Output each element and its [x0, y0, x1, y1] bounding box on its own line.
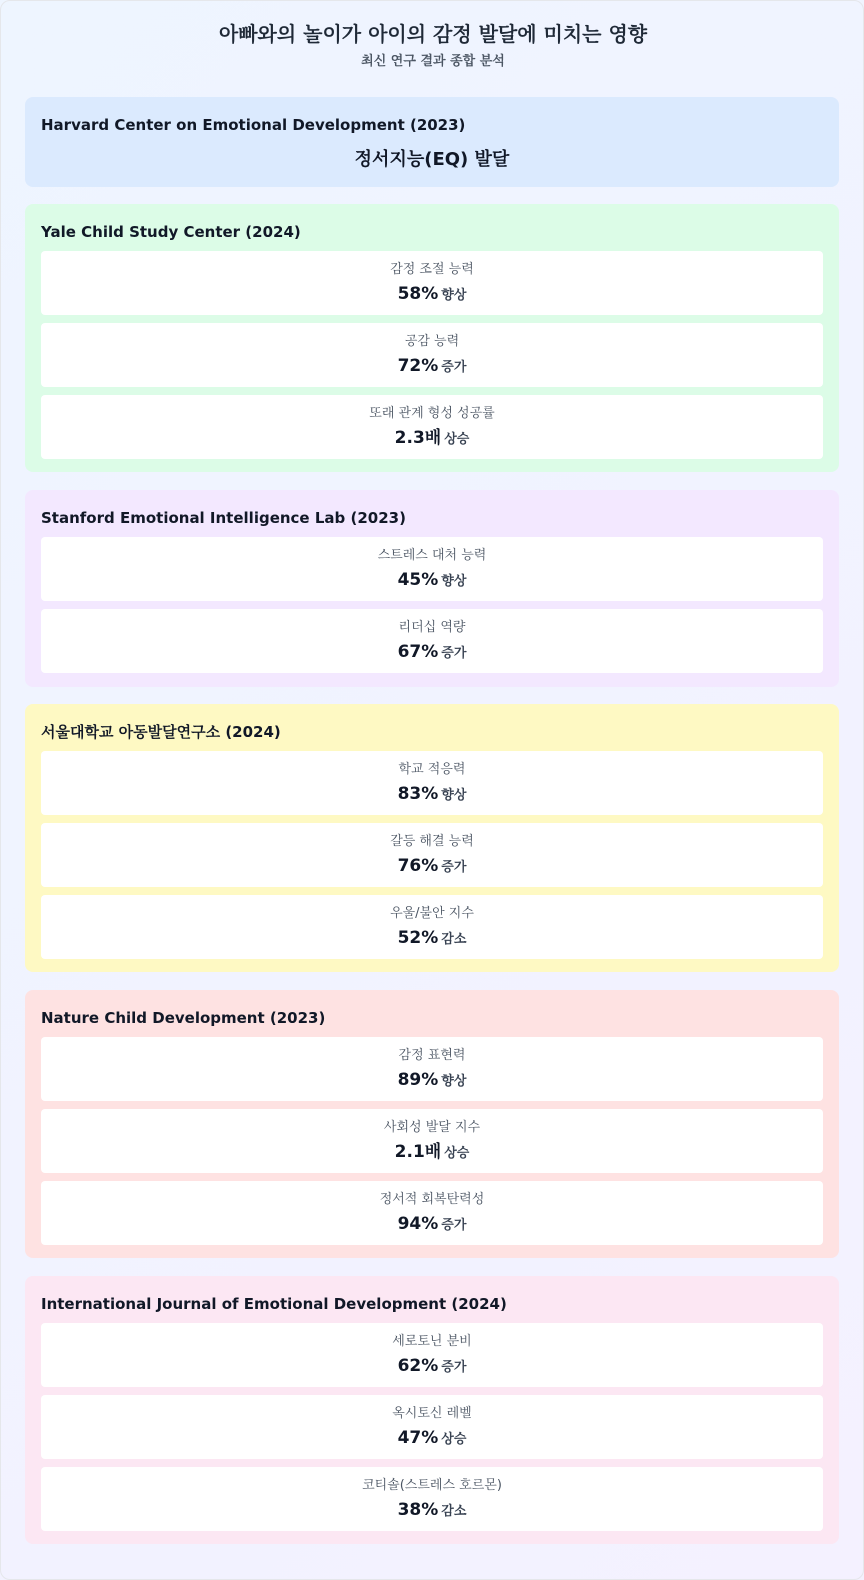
yale-stat-item: [41, 395, 823, 459]
ijed-stat-item: [41, 1467, 823, 1531]
stat-label: 리더십 역량: [398, 620, 466, 635]
nature-stat-item: [41, 1181, 823, 1245]
stanford-card: [25, 490, 839, 687]
seoul-stat-item: [41, 751, 823, 815]
stat-unit: 감소: [441, 1504, 467, 1519]
stat-value: 62%: [397, 1356, 439, 1376]
ijed-card: [25, 1276, 839, 1544]
stat-value: 2.3배: [394, 428, 442, 448]
stat-unit: 향상: [441, 788, 467, 803]
seoul-card: [25, 704, 839, 972]
stat-value: 38%: [397, 1500, 439, 1520]
yale-stat-item: [41, 323, 823, 387]
yale-card: [25, 204, 839, 472]
stat-value: 89%: [397, 1070, 439, 1090]
stat-value: 45%: [397, 570, 439, 590]
stat-unit: 상승: [444, 432, 470, 447]
seoul-card-title: 서울대학교 아동발달연구소 (2024): [41, 723, 281, 741]
yale-stat-item: [41, 251, 823, 315]
ijed-stat-item: [41, 1323, 823, 1387]
page-title: 아빠와의 놀이가 아이의 감정 발달에 미치는 영향: [218, 22, 648, 46]
harvard-main-finding: 정서지능(EQ) 발달: [354, 149, 510, 170]
stat-unit: 상승: [441, 1432, 467, 1447]
stat-unit: 상승: [444, 1146, 470, 1161]
stat-value: 67%: [397, 642, 439, 662]
stat-value: 2.1배: [394, 1142, 442, 1162]
stanford-stat-item: [41, 537, 823, 601]
stat-label: 정서적 회복탄력성: [379, 1192, 485, 1207]
nature-card-title: Nature Child Development (2023): [41, 1009, 326, 1027]
stanford-card-title: Stanford Emotional Intelligence Lab (2023): [41, 509, 406, 527]
stat-label: 우울/불안 지수: [390, 906, 474, 921]
harvard-card: [25, 97, 839, 187]
seoul-stat-item: [41, 895, 823, 959]
stat-label: 세로토닌 분비: [392, 1334, 472, 1349]
stat-value: 58%: [397, 284, 439, 304]
seoul-stat-item: [41, 823, 823, 887]
header: [1, 19, 864, 71]
stat-label: 또래 관계 형성 성공률: [369, 406, 495, 421]
stat-value: 83%: [397, 784, 439, 804]
stat-unit: 감소: [441, 932, 467, 947]
stat-label: 스트레스 대처 능력: [377, 548, 487, 563]
ijed-stat-item: [41, 1395, 823, 1459]
stat-value: 52%: [397, 928, 439, 948]
harvard-card-title: Harvard Center on Emotional Development (2023): [41, 116, 466, 134]
stat-value: 72%: [397, 356, 439, 376]
page-subtitle: 최신 연구 결과 종합 분석: [361, 54, 505, 69]
stat-label: 코티솔(스트레스 호르몬): [362, 1478, 502, 1493]
stat-unit: 증가: [441, 860, 467, 875]
stat-unit: 향상: [441, 288, 467, 303]
stanford-stat-item: [41, 609, 823, 673]
stat-label: 공감 능력: [404, 334, 460, 349]
stat-unit: 증가: [441, 360, 467, 375]
stat-value: 76%: [397, 856, 439, 876]
stat-label: 옥시토신 레벨: [392, 1406, 472, 1421]
yale-card-title: Yale Child Study Center (2024): [41, 223, 301, 241]
nature-stat-item: [41, 1109, 823, 1173]
stat-unit: 증가: [441, 1360, 467, 1375]
stat-label: 학교 적응력: [398, 762, 466, 777]
stat-label: 감정 표현력: [398, 1048, 466, 1063]
nature-card: [25, 990, 839, 1258]
ijed-card-title: International Journal of Emotional Development (2024): [41, 1295, 507, 1313]
stat-label: 사회성 발달 지수: [383, 1120, 481, 1135]
stat-label: 감정 조절 능력: [390, 262, 474, 277]
stat-unit: 증가: [441, 1218, 467, 1233]
stat-label: 갈등 해결 능력: [390, 834, 474, 849]
nature-stat-item: [41, 1037, 823, 1101]
stat-unit: 향상: [441, 1074, 467, 1089]
stat-unit: 향상: [441, 574, 467, 589]
stat-value: 94%: [397, 1214, 439, 1234]
stat-unit: 증가: [441, 646, 467, 661]
stat-value: 47%: [397, 1428, 439, 1448]
